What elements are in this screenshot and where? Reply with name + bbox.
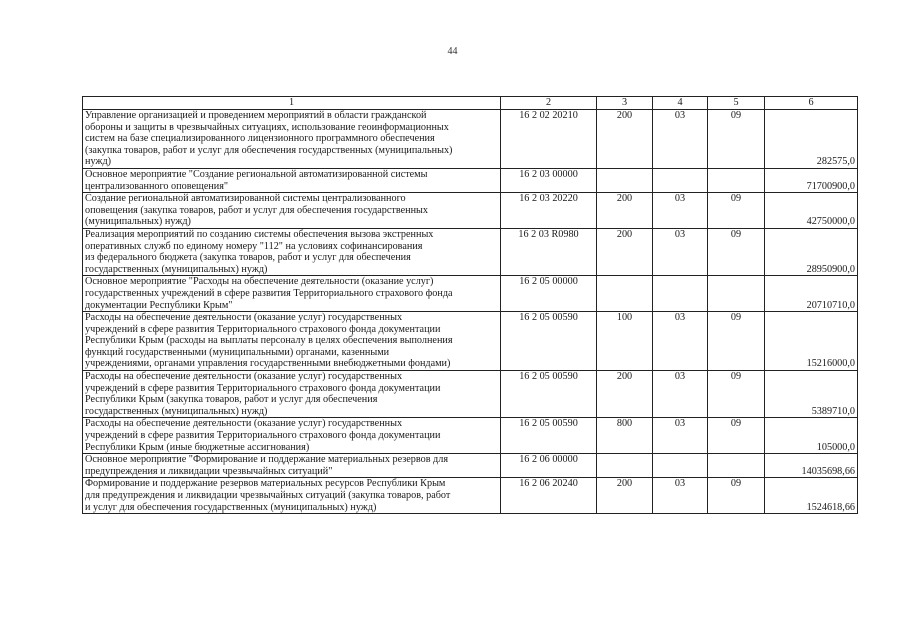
amount-cell: 15216000,0 — [765, 312, 858, 371]
subsection-cell: 09 — [708, 193, 765, 229]
column-header: 2 — [501, 97, 597, 110]
expense-name-line: Основное мероприятие "Расходы на обеспечение деятельности (оказание услуг) — [85, 276, 434, 288]
expense-type-cell: 200 — [597, 193, 653, 229]
expense-name-cell — [83, 168, 501, 192]
section-cell: 03 — [653, 478, 708, 514]
expense-name-cell — [83, 478, 501, 514]
expense-type-cell: 200 — [597, 371, 653, 418]
expense-name-line: нужд) — [85, 156, 112, 168]
table-row — [83, 371, 858, 418]
section-cell — [653, 276, 708, 312]
column-header: 1 — [83, 97, 501, 110]
expense-name-line: учреждений в сфере развития Территориального страхового фонда документации — [85, 323, 441, 335]
column-header: 4 — [653, 97, 708, 110]
target-code-cell: 16 2 03 20220 — [501, 193, 597, 229]
target-code-cell: 16 2 05 00000 — [501, 276, 597, 312]
section-cell: 03 — [653, 193, 708, 229]
target-code-cell: 16 2 03 R0980 — [501, 228, 597, 275]
page-number: 44 — [447, 46, 458, 57]
expense-type-cell: 200 — [597, 478, 653, 514]
table-row — [83, 454, 858, 478]
expense-name-line: Управление организацией и проведением мероприятий в области гражданской — [85, 110, 427, 121]
section-cell: 03 — [653, 312, 708, 371]
expense-name-line: государственных (муниципальных) нужд) — [85, 405, 268, 417]
table-row — [83, 276, 858, 312]
section-cell: 03 — [653, 418, 708, 454]
subsection-cell — [708, 276, 765, 312]
amount-cell: 5389710,0 — [765, 371, 858, 418]
expense-type-cell: 800 — [597, 418, 653, 454]
expense-name-line: из федерального бюджета (закупка товаров, работ и услуг для обеспечения — [85, 252, 411, 264]
target-code-cell: 16 2 06 00000 — [501, 454, 597, 478]
expense-name-line: и услуг для обеспечения государственных (муниципальных) нужд) — [85, 501, 377, 513]
amount-cell: 105000,0 — [765, 418, 858, 454]
amount-cell: 28950900,0 — [765, 228, 858, 275]
subsection-cell: 09 — [708, 418, 765, 454]
expense-name-line: Расходы на обеспечение деятельности (оказание услуг) государственных — [85, 371, 403, 383]
expense-name-line: для предупреждения и ликвидации чрезвычайных ситуаций (закупка товаров, работ — [85, 490, 451, 501]
target-code-cell: 16 2 05 00590 — [501, 418, 597, 454]
amount-cell: 42750000,0 — [765, 193, 858, 229]
expense-name-line: государственных (муниципальных) нужд) — [85, 263, 268, 275]
expense-name-line: оповещения (закупка товаров, работ и услуг для обеспечения государственных — [85, 204, 428, 216]
table-row — [83, 110, 858, 169]
subsection-cell: 09 — [708, 312, 765, 371]
expense-name-line: Расходы на обеспечение деятельности (оказание услуг) государственных — [85, 312, 403, 324]
expense-name-line: (муниципальных) нужд) — [85, 216, 191, 228]
section-cell: 03 — [653, 110, 708, 169]
section-cell: 03 — [653, 371, 708, 418]
expense-name-line: (закупка товаров, работ и услуг для обеспечения государственных (муниципальных) — [85, 144, 453, 156]
table-body — [83, 110, 858, 514]
expense-name-line: обороны и защиты в чрезвычайных ситуациях, использование геоинформационных — [85, 121, 449, 133]
target-code-cell: 16 2 02 20210 — [501, 110, 597, 169]
amount-cell: 1524618,66 — [765, 478, 858, 514]
expense-name-line: учреждениями, органами управления государственными внебюджетными фондами) — [85, 358, 451, 370]
column-header: 5 — [708, 97, 765, 110]
table-row — [83, 312, 858, 371]
subsection-cell: 09 — [708, 110, 765, 169]
subsection-cell: 09 — [708, 371, 765, 418]
table-row — [83, 228, 858, 275]
amount-cell: 71700900,0 — [765, 168, 858, 192]
expense-name-cell — [83, 276, 501, 312]
target-code-cell: 16 2 05 00590 — [501, 312, 597, 371]
expense-name-line: Республики Крым (иные бюджетные ассигнования) — [85, 441, 310, 453]
expense-name-cell — [83, 228, 501, 275]
table-row — [83, 478, 858, 514]
target-code-cell: 16 2 05 00590 — [501, 371, 597, 418]
expense-type-cell — [597, 454, 653, 478]
subsection-cell: 09 — [708, 478, 765, 514]
expense-type-cell — [597, 276, 653, 312]
column-header: 6 — [765, 97, 858, 110]
table-row — [83, 193, 858, 229]
subsection-cell — [708, 454, 765, 478]
column-header: 3 — [597, 97, 653, 110]
expense-name-cell — [83, 312, 501, 371]
expense-name-line: учреждений в сфере развития Территориального страхового фонда документации — [85, 382, 441, 394]
expense-name-line: Республики Крым (закупка товаров, работ и услуг для обеспечения — [85, 394, 378, 406]
section-cell — [653, 168, 708, 192]
expense-type-cell: 200 — [597, 110, 653, 169]
subsection-cell — [708, 168, 765, 192]
table-row — [83, 418, 858, 454]
expense-name-line: Расходы на обеспечение деятельности (оказание услуг) государственных — [85, 418, 403, 430]
expense-name-line: централизованного оповещения" — [85, 180, 229, 192]
amount-cell: 20710710,0 — [765, 276, 858, 312]
expense-name-line: учреждений в сфере развития Территориального страхового фонда документации — [85, 430, 441, 442]
expense-name-line: Формирование и поддержание резервов материальных ресурсов Республики Крым — [85, 478, 446, 490]
target-code-cell: 16 2 03 00000 — [501, 168, 597, 192]
expense-name-line: функций государственными (муниципальными) органами, казенными — [85, 346, 390, 358]
amount-cell: 14035698,66 — [765, 454, 858, 478]
target-code-cell: 16 2 06 20240 — [501, 478, 597, 514]
section-cell: 03 — [653, 228, 708, 275]
header-row — [83, 97, 858, 110]
expense-name-line: предупреждения и ликвидации чрезвычайных ситуаций" — [85, 465, 333, 477]
budget-table — [82, 96, 858, 514]
expense-name-cell — [83, 110, 501, 169]
expense-name-cell — [83, 371, 501, 418]
expense-name-cell — [83, 193, 501, 229]
amount-cell: 282575,0 — [765, 110, 858, 169]
expense-name-line: Реализация мероприятий по созданию системы обеспечения вызова экстренных — [85, 228, 434, 240]
expense-type-cell: 100 — [597, 312, 653, 371]
expense-name-cell — [83, 454, 501, 478]
subsection-cell: 09 — [708, 228, 765, 275]
expense-name-line: документации Республики Крым" — [85, 299, 233, 311]
section-cell — [653, 454, 708, 478]
expense-name-line: Основное мероприятие "Создание региональной автоматизированной системы — [85, 168, 428, 180]
expense-name-line: Республики Крым (расходы на выплаты персоналу в целях обеспечения выполнения — [85, 335, 453, 347]
expense-name-line: оперативных служб по единому номеру "112" на условиях софинансирования — [85, 240, 423, 252]
expense-type-cell — [597, 168, 653, 192]
expense-name-line: государственных учреждений в сфере развития Территориального страхового фонда — [85, 287, 453, 299]
table-row — [83, 168, 858, 192]
expense-name-cell — [83, 418, 501, 454]
expense-name-line: Создание региональной автоматизированной системы централизованного — [85, 193, 406, 205]
expense-name-line: систем на базе специализированного лицензионного программного обеспечения — [85, 133, 435, 145]
expense-name-line: Основное мероприятие "Формирование и поддержание материальных резервов для — [85, 454, 449, 466]
expense-type-cell: 200 — [597, 228, 653, 275]
